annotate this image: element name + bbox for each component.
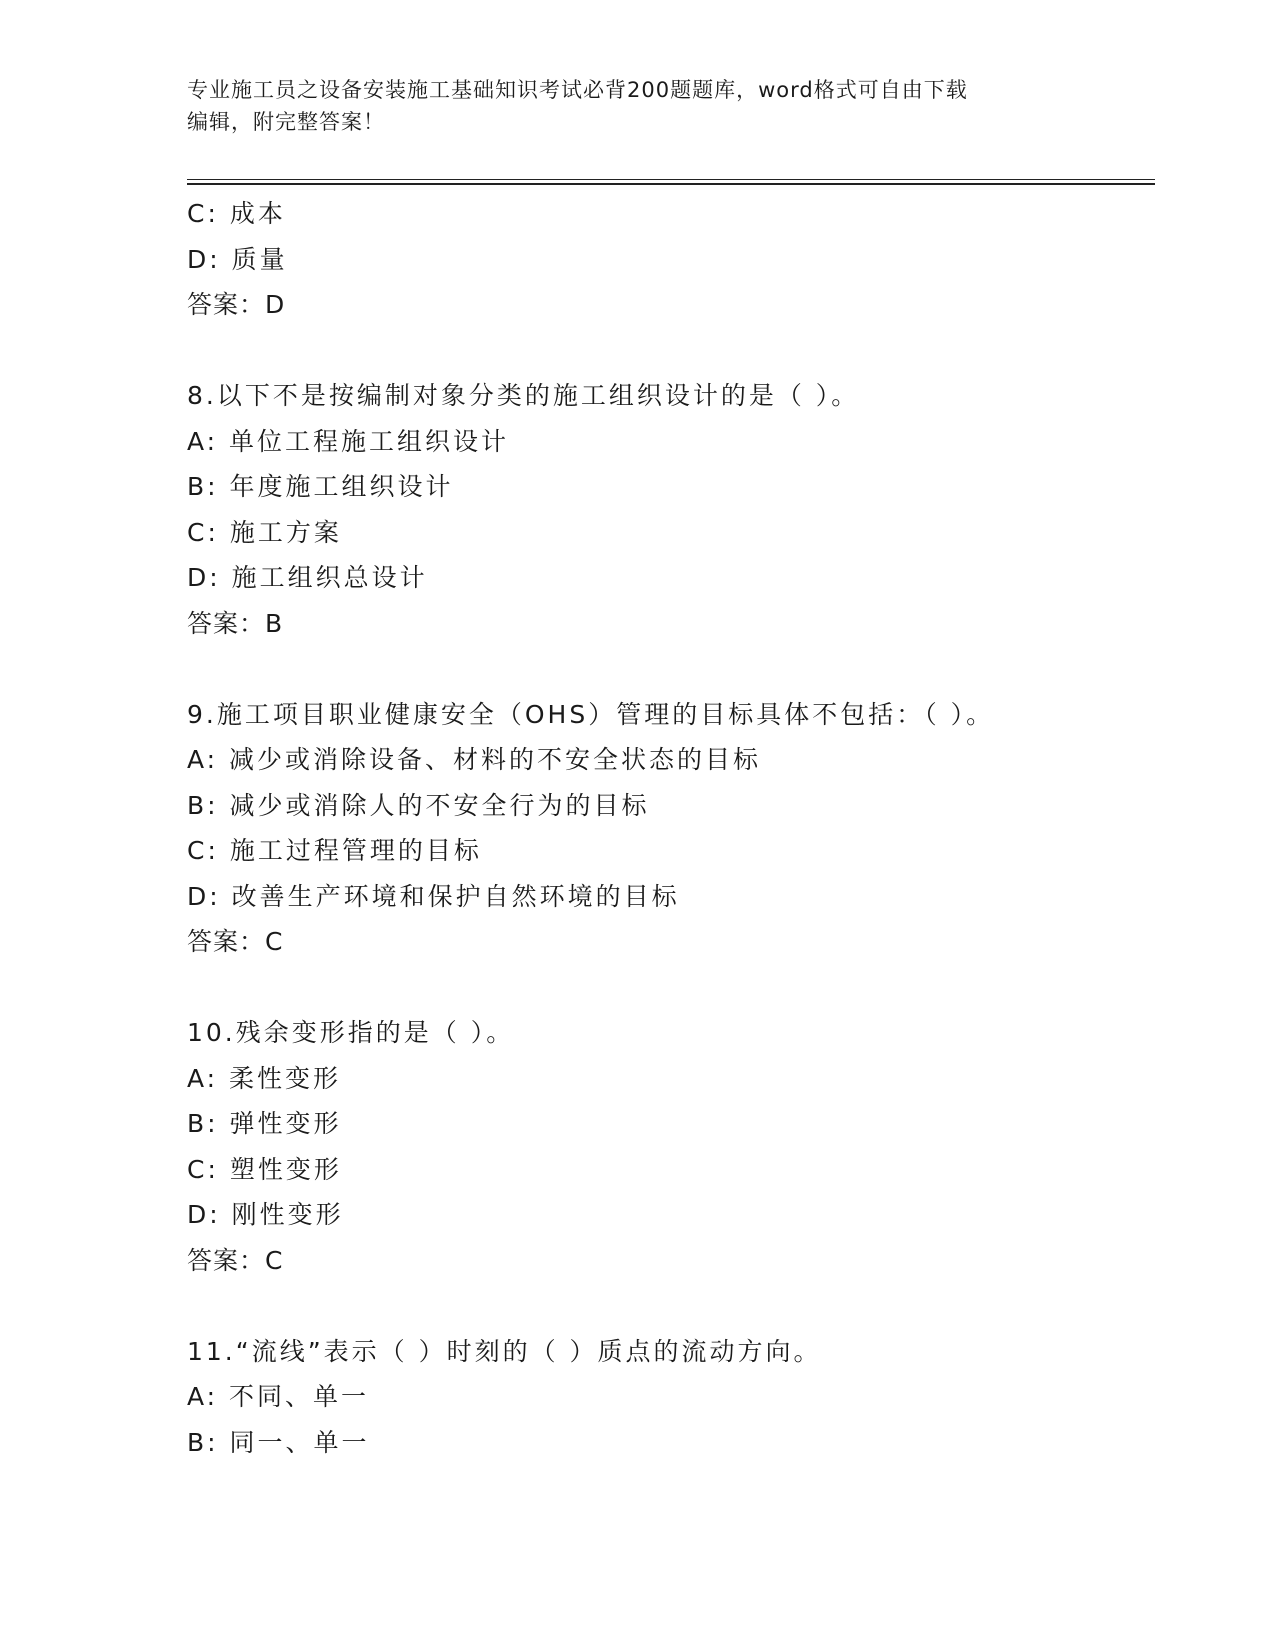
- option-b: B: 弹性变形: [187, 1109, 342, 1138]
- option-c: C: 成本: [187, 199, 286, 228]
- answer: 答案：C: [187, 1245, 284, 1275]
- header-divider: [187, 179, 1155, 185]
- option-a: A: 不同、单一: [187, 1382, 370, 1411]
- option-d: D: 刚性变形: [187, 1200, 344, 1229]
- option-d: D: 施工组织总设计: [187, 563, 428, 592]
- page-header: [187, 74, 1087, 138]
- spacer: [187, 328, 1155, 374]
- header-title-line-2: 编辑，附完整答案！: [187, 110, 385, 134]
- option-c: C: 施工方案: [187, 517, 342, 547]
- question-list: [187, 191, 1155, 1465]
- option-d: D: 改善生产环境和保护自然环境的目标: [187, 881, 680, 911]
- question-text: 8.以下不是按编制对象分类的施工组织设计的是（ ）。: [187, 381, 860, 410]
- option-a: A: 单位工程施工组织设计: [187, 426, 510, 456]
- option-c: C: 塑性变形: [187, 1154, 342, 1184]
- option-b: B: 年度施工组织设计: [187, 472, 454, 501]
- spacer: [187, 965, 1155, 1011]
- answer: 答案：D: [187, 290, 286, 319]
- answer: 答案：B: [187, 608, 284, 638]
- header-title-line-1: 专业施工员之设备安装施工基础知识考试必背200题题库，word格式可自由下载: [187, 78, 968, 102]
- question-text: 9.施工项目职业健康安全（OHS）管理的目标具体不包括：（ ）。: [187, 699, 995, 729]
- option-b: B: 同一、单一: [187, 1427, 370, 1457]
- option-a: A: 柔性变形: [187, 1063, 342, 1093]
- question-text: 10.残余变形指的是（ ）。: [187, 1018, 515, 1047]
- option-a: A: 减少或消除设备、材料的不安全状态的目标: [187, 745, 762, 774]
- option-d: D: 质量: [187, 244, 288, 274]
- option-c: C: 施工过程管理的目标: [187, 836, 482, 865]
- answer: 答案：C: [187, 927, 284, 956]
- spacer: [187, 1283, 1155, 1329]
- spacer: [187, 646, 1155, 692]
- option-b: B: 减少或消除人的不安全行为的目标: [187, 790, 650, 820]
- question-text: 11.“流线”表示（ ）时刻的（ ）质点的流动方向。: [187, 1336, 822, 1366]
